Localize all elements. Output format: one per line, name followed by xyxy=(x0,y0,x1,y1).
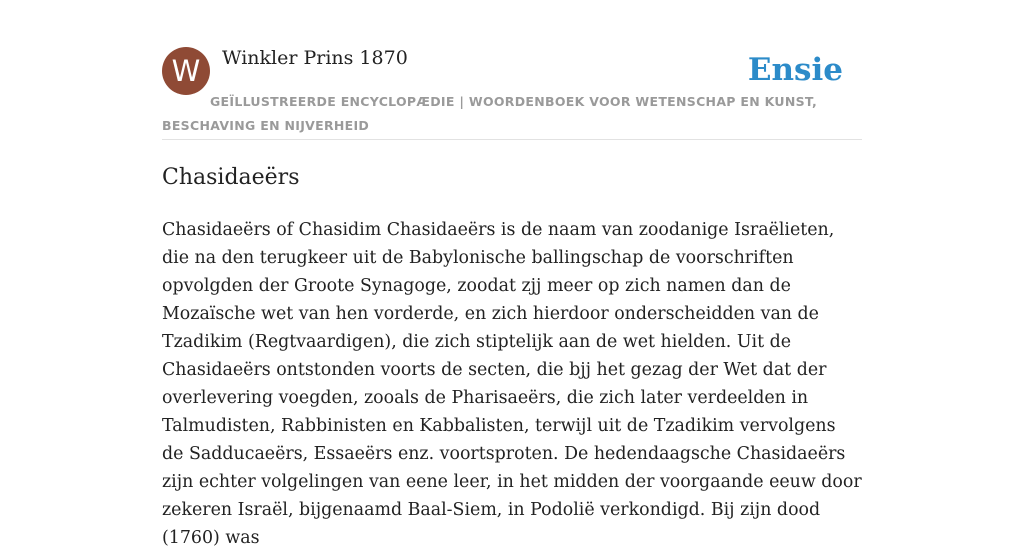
article-title: Chasidaeërs xyxy=(162,165,300,190)
article-body: Chasidaeërs of Chasidim Chasidaeërs is de naam van zoodanige Israëlieten, die na den terugkeer uit de Babylonische ballingschap de voorschriften opvolgden der Groote Synagoge, zoodat zjj meer op zich namen dan de Mozaïsche wet van hen vorderde, en zich hierdoor onderscheidden van de Tzadikim (Regtvaardigen), die zich stiptelijk aan de wet hielden. Uit de Chasidaeërs ontstonden voorts de secten, die bjj het gezag der Wet dat der overlevering voegden, zooals de Pharisaeërs, die zich later verdeelden in Talmudisten, Rabbinisten en Kabbalisten, terwijl uit de Tzadikim vervolgens de Sadducaeërs, Essaeërs enz. voortsproten. De hedendaagsche Chasidaeërs zijn echter volgelingen van eene leer, in het midden der voorgaande eeuw door zekeren Israël, bijgenaamd Baal-Siem, in Podolië verkondigd. Bij zijn dood (1760) was xyxy=(162,220,862,548)
source-title[interactable]: Winkler Prins 1870 xyxy=(222,47,408,69)
source-avatar[interactable]: W xyxy=(162,47,210,95)
source-header xyxy=(162,46,862,140)
source-subtitle: GEÏLLUSTREERDE ENCYCLOPÆDIE | WOORDENBOEK VOOR WETENSCHAP EN KUNST, BESCHAVING EN NIJVERHEID xyxy=(162,94,818,133)
ensie-logo[interactable]: Ensie xyxy=(747,52,843,88)
